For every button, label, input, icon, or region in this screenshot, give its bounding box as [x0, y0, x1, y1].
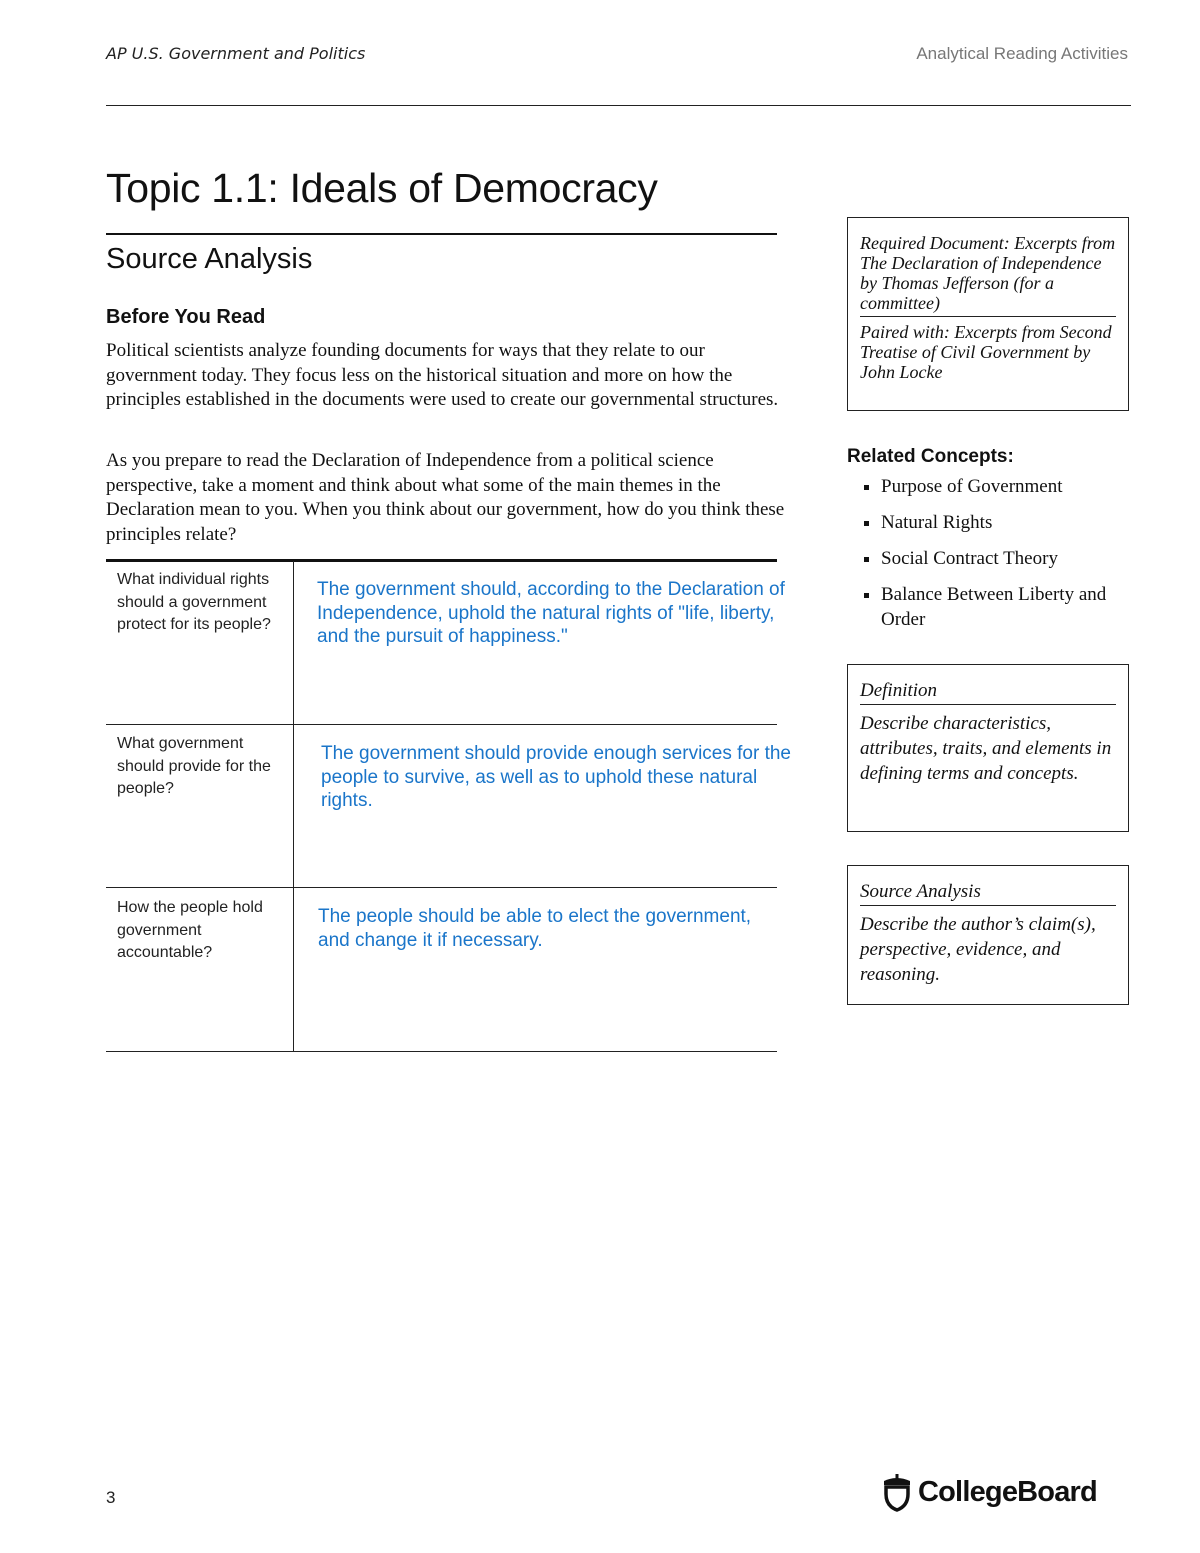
logo-wordmark: CollegeBoard — [918, 1475, 1097, 1508]
answer-provide[interactable]: The government should provide enough services for the people to survive, as well as to uphold these natural rights. — [321, 743, 791, 811]
acorn-icon — [880, 1472, 914, 1512]
required-document-box — [847, 217, 1129, 411]
title-divider — [106, 233, 777, 235]
intro-paragraph-2: As you prepare to read the Declaration of Independence from a political science perspective, take a moment and think about what some of the main themes in the Declaration mean to you. When you think about our government, how do you think these principles relate? — [106, 450, 785, 545]
concept-label: Natural Rights — [881, 512, 993, 533]
concept-label: Balance Between Liberty and Order — [881, 584, 1107, 630]
table-column-divider — [293, 561, 294, 1052]
definition-heading: Definition — [860, 680, 938, 701]
page-title: Topic 1.1: Ideals of Democracy — [106, 165, 658, 211]
course-name: AP U.S. Government and Politics — [106, 44, 366, 63]
related-concepts-heading: Related Concepts: — [847, 446, 1014, 467]
concept-label: Purpose of Government — [881, 476, 1063, 497]
list-item — [860, 474, 1130, 499]
answer-rights[interactable]: The government should, according to the Declaration of Independence, uphold the natural rights of "life, liberty, and the pursuit of happiness." — [317, 579, 785, 647]
college-board-logo — [880, 1472, 1097, 1512]
answer-accountable[interactable]: The people should be able to elect the government, and change it if necessary. — [318, 906, 752, 951]
source-analysis-body: Describe the author’s claim(s), perspective, evidence, and reasoning. — [860, 914, 1096, 985]
paired-with-text: Paired with: Excerpts from Second Treatise of Civil Government by John Locke — [860, 322, 1112, 382]
concept-label: Social Contract Theory — [881, 548, 1058, 569]
table-row-divider — [106, 724, 777, 725]
table-bottom-rule — [106, 1051, 777, 1052]
question-accountable: How the people hold government accountable? — [117, 899, 263, 961]
required-document-text: Required Document: Excerpts from The Declaration of Independence by Thomas Jefferson (for a committee) — [860, 233, 1116, 313]
page-number: 3 — [106, 1488, 116, 1507]
question-provide: What government should provide for the people? — [117, 735, 271, 797]
required-document-divider — [860, 316, 1116, 317]
source-analysis-box — [847, 865, 1129, 1005]
bullet-icon — [864, 593, 869, 598]
table-row-divider — [106, 887, 777, 888]
related-concepts-list — [860, 474, 1130, 643]
header-divider — [106, 105, 1131, 106]
question-rights: What individual rights should a government protect for its people? — [117, 571, 271, 633]
section-title: Source Analysis — [106, 243, 313, 275]
list-item — [860, 546, 1130, 571]
table-top-rule — [106, 559, 777, 562]
source-analysis-heading: Source Analysis — [860, 881, 981, 902]
definition-body: Describe characteristics, attributes, traits, and elements in defining terms and concepts. — [860, 713, 1112, 784]
bullet-icon — [864, 485, 869, 490]
list-item — [860, 510, 1130, 535]
list-item — [860, 582, 1130, 632]
definition-box — [847, 664, 1129, 832]
intro-paragraph-1: Political scientists analyze founding documents for ways that they relate to our government today. They focus less on the historical situation and more on how the principles established in the documents were used to create our governmental structures. — [106, 340, 779, 410]
source-analysis-divider — [860, 905, 1116, 906]
section-name: Analytical Reading Activities — [916, 44, 1128, 63]
definition-divider — [860, 704, 1116, 705]
bullet-icon — [864, 521, 869, 526]
bullet-icon — [864, 557, 869, 562]
before-you-read-heading: Before You Read — [106, 306, 266, 328]
